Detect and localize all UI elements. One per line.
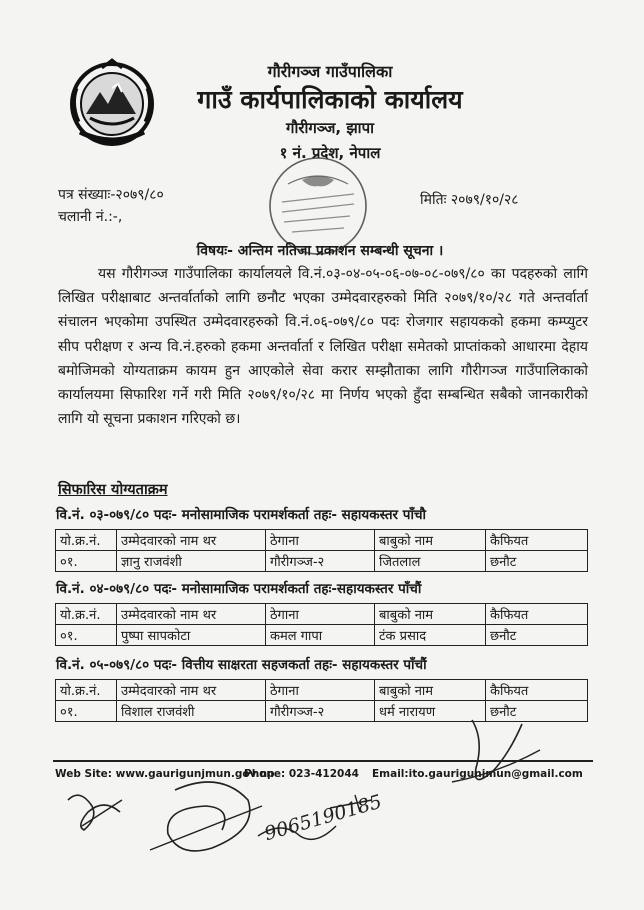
footer-divider bbox=[53, 760, 593, 762]
table-header-row bbox=[56, 604, 588, 625]
col-father: बाबुको नाम bbox=[375, 530, 486, 551]
cell-remarks: छनौट bbox=[486, 551, 588, 572]
cell-father: धर्म नारायण bbox=[375, 701, 486, 722]
table-row bbox=[56, 625, 588, 646]
post-title-1: वि.नं. ०३-०७९/८० पदः- मनोसामाजिक परामर्शकर्ता तहः- सहायकस्तर पाँचौ bbox=[56, 507, 427, 523]
cell-father: टंक प्रसाद bbox=[375, 625, 486, 646]
cell-address: गौरीगञ्ज-२ bbox=[266, 701, 375, 722]
col-name: उम्मेदवारको नाम थर bbox=[117, 604, 266, 625]
cell-name: पुष्पा सापकोटा bbox=[117, 625, 266, 646]
col-name: उम्मेदवारको नाम थर bbox=[117, 680, 266, 701]
col-address: ठेगाना bbox=[266, 604, 375, 625]
result-table-1 bbox=[55, 529, 588, 572]
col-address: ठेगाना bbox=[266, 530, 375, 551]
province-line: १ नं. प्रदेश, नेपाल bbox=[279, 144, 381, 162]
office-title: गाउँ कार्यपालिकाको कार्यालय bbox=[197, 85, 463, 114]
footer-phone: Phone: 023-412044 bbox=[244, 768, 359, 780]
table-header-row bbox=[56, 680, 588, 701]
handwritten-number: 9065190185 bbox=[262, 790, 385, 846]
col-father: बाबुको नाम bbox=[375, 680, 486, 701]
post-title-2: वि.नं. ०४-०७९/८० पदः- मनोसामाजिक परामर्शकर्ता तहः-सहायकस्तर पाँचौं bbox=[56, 581, 422, 597]
footer-website[interactable]: Web Site: www.gaurigunjmun.gov.np bbox=[55, 768, 275, 780]
col-name: उम्मेदवारको नाम थर bbox=[117, 530, 266, 551]
cell-serial: ०१. bbox=[56, 625, 117, 646]
municipality-name: गौरीगञ्ज गाउँपालिका bbox=[267, 62, 393, 81]
cell-serial: ०१. bbox=[56, 701, 117, 722]
notice-date: मितिः २०७९/१०/२८ bbox=[420, 192, 519, 208]
footer-email[interactable]: Email:ito.gaurigunjmun@gmail.com bbox=[372, 768, 583, 780]
col-serial: यो.क्र.नं. bbox=[56, 530, 117, 551]
col-address: ठेगाना bbox=[266, 680, 375, 701]
cell-remarks: छनौट bbox=[486, 625, 588, 646]
table-header-row bbox=[56, 530, 588, 551]
col-remarks: कैफियत bbox=[486, 604, 588, 625]
notice-subject: विषयः- अन्तिम नतिजा प्रकाशन सम्बन्धी सूचना । bbox=[196, 243, 444, 259]
cell-name: ज्ञानु राजवंशी bbox=[117, 551, 266, 572]
cell-name: विशाल राजवंशी bbox=[117, 701, 266, 722]
col-father: बाबुको नाम bbox=[375, 604, 486, 625]
post-title-3: वि.नं. ०५-०७९/८० पदः- वित्तीय साक्षरता सहजकर्ता तहः- सहायकस्तर पाँचौं bbox=[56, 657, 427, 673]
result-table-3 bbox=[55, 679, 588, 722]
cell-serial: ०१. bbox=[56, 551, 117, 572]
col-serial: यो.क्र.नं. bbox=[56, 604, 117, 625]
col-remarks: कैफियत bbox=[486, 680, 588, 701]
office-address: गौरीगञ्ज, झापा bbox=[286, 119, 374, 137]
reference-number: पत्र संख्याः-२०७९/८० bbox=[58, 187, 164, 203]
nepal-emblem-icon bbox=[66, 58, 158, 150]
cell-address: गौरीगञ्ज-२ bbox=[266, 551, 375, 572]
notice-body: यस गौरीगञ्ज गाउँपालिका कार्यालयले वि.नं.०३-०४-०५-०६-०७-०८-०७९/८० का पदहरुको लागि लिखित परीक्षाबाट अन्तर्वार्ताको लागि छनौट भएका उम्मेदवारहरुको मिति २०७९/१०/२८ गते अन्तर्वार्ता संचालन भएकोमा उपस्थित उम्मेदवारहरुको वि.नं.०६-०७९/८० पदः रोजगार सहायकको हकमा कम्प्युटर सीप परीक्षण र अन्य वि.नं.हरुको हकमा अन्तर्वार्ता र लिखित परीक्षा समेतको प्राप्तांकको आधारमा देहाय बमोजिमको योग्यताक्रम कायम हुन आएकोले सेवा करार सम्झौताका लागि गौरीगञ्ज गाउँपालिकाको कार्यालयमा सिफारिश गर्ने गरी मिति २०७९/१०/२८ मा निर्णय भएको हुँदा सम्बन्धित सबैको जानकारीको लागि यो सूचना प्रकाशन गरिएको छ। bbox=[58, 266, 588, 428]
cell-father: जितलाल bbox=[375, 551, 486, 572]
cell-address: कमल गापा bbox=[266, 625, 375, 646]
dispatch-number: चलानी नं.:-, bbox=[58, 209, 123, 225]
section-title: सिफारिस योग्यताक्रम bbox=[58, 482, 168, 498]
col-remarks: कैफियत bbox=[486, 530, 588, 551]
table-row bbox=[56, 551, 588, 572]
col-serial: यो.क्र.नं. bbox=[56, 680, 117, 701]
cell-remarks: छनौट bbox=[486, 701, 588, 722]
table-row bbox=[56, 701, 588, 722]
result-table-2 bbox=[55, 603, 588, 646]
